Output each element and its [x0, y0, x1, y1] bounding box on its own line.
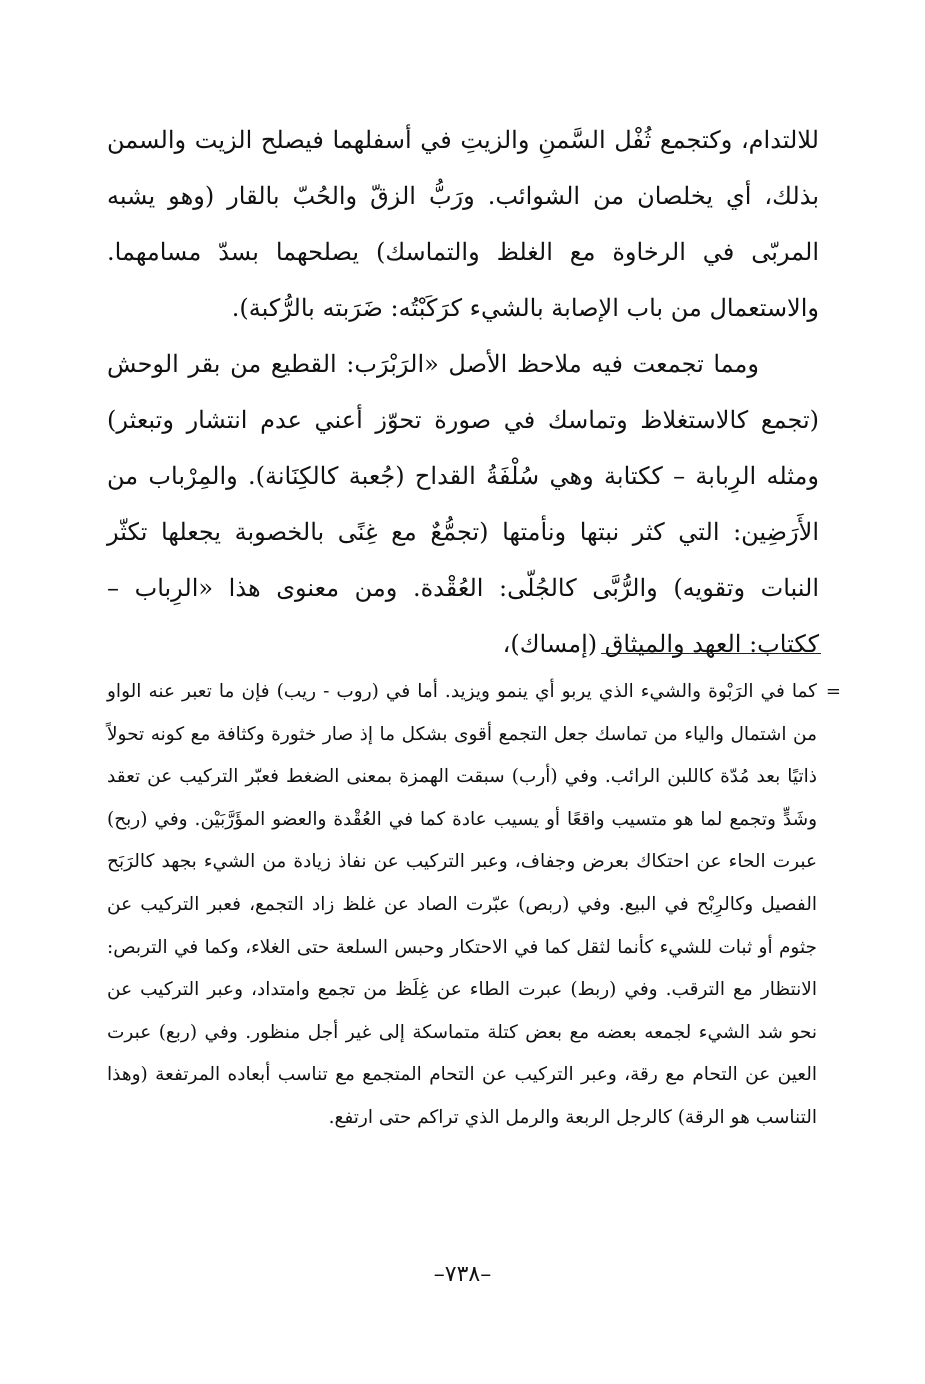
body-paragraph-1: للالتدام، وكتجمع ثُفْل السَّمنِ والزيتِ في أسفلهما فيصلح الزيت والسمن بذلك، أي يخلصان من الشوائب. ورَبُّ الزقّ والحُبّ بالقار (وهو يشبه المربّى في الرخاوة مع الغلظ والتماسك) يصلحهما بسدّ مسامهما. والاستعمال من باب الإصابة بالشيء كرَكَبْتُه: ضَرَبته بالرُّكبة). — [107, 126, 819, 322]
body-paragraph-2: ومما تجمعت فيه ملاحظ الأصل «الرَبْرَب: القطيع من بقر الوحش (تجمع كالاستغلاظ وتماسك في صورة تحوّز أعني عدم انتشار وتبعثر) ومثله الرِبابة – ككتابة وهي سُلْفَةُ القداح (جُعبة كالكِنَانة). والمِرْباب من الأَرَضِين: التي كثر نبتها ونأمتها (تجمُّعٌ مع غِنًى بالخصوبة يجعلها تكثّر النبات وتقويه) والرُّبَّى كالجُلّى: العُقْدة. ومن معنوى هذا «الرِباب – ككتاب: العهد والميثاق (إمساك)، — [107, 350, 820, 658]
footnote-divider — [601, 653, 821, 654]
footnote-continuation-marker: = — [825, 681, 841, 702]
main-body-text — [107, 112, 819, 672]
footnote — [107, 671, 841, 1140]
page-number: –٧٣٨– — [433, 1262, 492, 1287]
footnote-text: كما في الرَبْوة والشيء الذي يربو أي ينمو ويزيد. أما في (روب - ريب) فإن ما تعبر عنه الواو من اشتمال والياء من تماسك جعل التجمع أقوى بشكل ما إذ صار خثورة وكثافة مع كونه تحولاً ذاتيًا بعد مُدّة كاللبن الرائب. وفي (أرب) سبقت الهمزة بمعنى الضغط فعبّر التركيب عن تعقد وشَدٍّ وتجمع لما هو متسيب واقعًا أو يسيب عادة كما في العُقْدة والعضو المؤَرَّبَيْن. وفي (ربح) عبرت الحاء عن احتكاك بعرض وجفاف، وعبر التركيب عن نفاذ زيادة من الشيء بجهد كالرَبَح الفصيل وكالرِبْح في البيع. وفي (ربص) عبّرت الصاد عن غلظ زاد التجمع، فعبر التركيب عن جثوم أو ثبات للشيء كأنما لثقل كما في الاحتكار وحبس السلعة حتى الغلاء، وكما في التربص: الانتظار مع الترقب. وفي (ربط) عبرت الطاء عن غِلَظ من تجمع وامتداد، وعبر التركيب عن نحو شد الشيء لجمعه بعضه مع بعض كتلة متماسكة إلى غير أجل منظور. وفي (ربع) عبرت العين عن التحام مع رقة، وعبر التركيب عن التحام المتجمع مع تناسب أبعاده المرتفعة (وهذا التناسب هو الرقة) كالرجل الربعة والرمل الذي تراكم حتى ارتفع. — [107, 681, 817, 1128]
